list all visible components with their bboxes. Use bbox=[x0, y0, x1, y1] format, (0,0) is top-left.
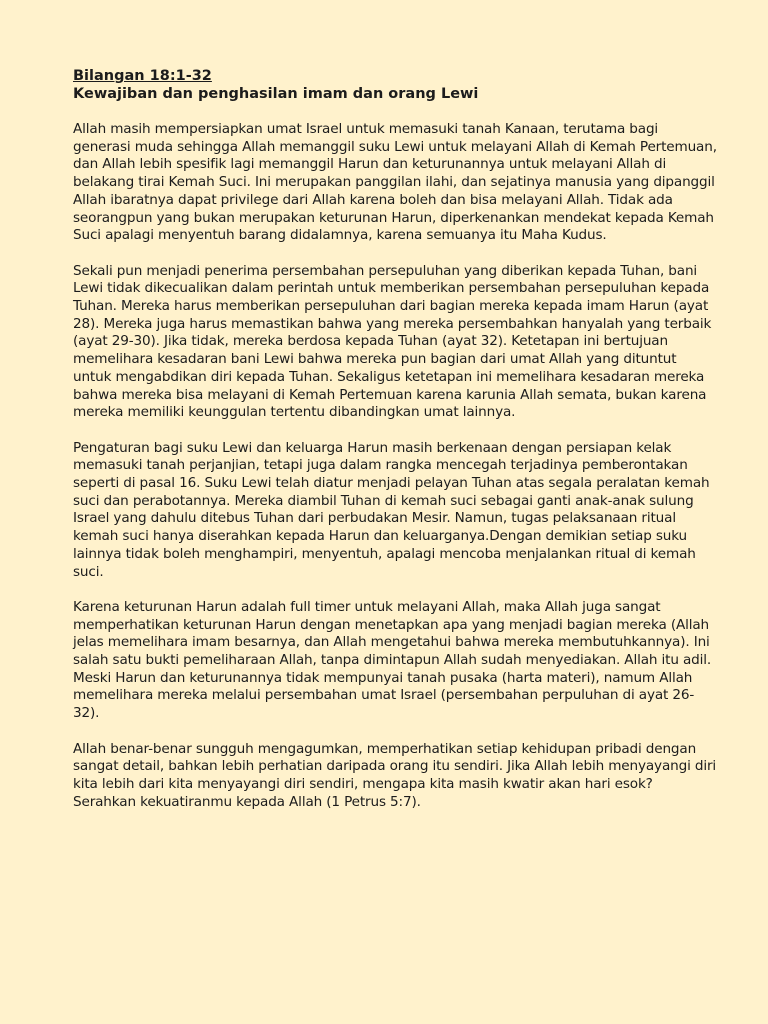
document-subtitle: Kewajiban dan penghasilan imam dan orang Lewi bbox=[73, 86, 479, 102]
paragraph-1: Allah masih mempersiapkan umat Israel untuk memasuki tanah Kanaan, terutama bagi generasi muda sehingga Allah memanggil suku Lewi untuk melayani Allah di Kemah Pertemuan, dan Allah lebih spesifik lagi memanggil Harun dan keturunannya untuk melayani Allah di belakang tirai Kemah Suci. Ini merupakan panggilan ilahi, dan sejatinya manusia yang dipanggil Allah ibaratnya dapat privilege dari Allah karena boleh dan bisa melayani Allah. Tidak ada seorangpun yang bukan merupakan keturunan Harun, diperkenankan mendekat kepada Kemah Suci apalagi menyentuh barang didalamnya, karena semuanya itu Maha Kudus. bbox=[73, 121, 717, 244]
paragraph-3: Pengaturan bagi suku Lewi dan keluarga Harun masih berkenaan dengan persiapan kelak memasuki tanah perjanjian, tetapi juga dalam rangka mencegah terjadinya pemberontakan seperti di pasal 16. Suku Lewi telah diatur menjadi pelayan Tuhan atas segala peralatan kemah suci dan perabotannya. Mereka diambil Tuhan di kemah suci sebagai ganti anak-anak sulung Israel yang dahulu ditebus Tuhan dari perbudakan Mesir. Namun, tugas pelaksanaan ritual kemah suci hanya diserahkan kepada Harun dan keluarganya.Dengan demikian setiap suku lainnya tidak boleh menghampiri, menyentuh, apalagi mencoba menjalankan ritual di kemah suci. bbox=[73, 439, 710, 580]
paragraph-4: Karena keturunan Harun adalah full timer untuk melayani Allah, maka Allah juga sangat memperhatikan keturunan Harun dengan menetapkan apa yang menjadi bagian mereka (Allah jelas memelihara imam besarnya, dan Allah mengetahui bahwa mereka membutuhkannya). Ini salah satu bukti pemeliharaan Allah, tanpa dimintapun Allah sudah menyediakan. Allah itu adil. Meski Harun dan keturunannya tidak mempunyai tanah pusaka (harta materi), namum Allah memelihara mereka melalui persembahan umat Israel (persembahan perpuluhan di ayat 26-32). bbox=[73, 598, 712, 722]
paragraph-2: Sekali pun menjadi penerima persembahan persepuluhan yang diberikan kepada Tuhan, bani Lewi tidak dikecualikan dalam perintah untuk memberikan persembahan persepuluhan kepada Tuhan. Mereka harus memberikan persepuluhan dari bagian mereka kepada imam Harun (ayat 28). Mereka juga harus memastikan bahwa yang mereka persembahkan hanyalah yang terbaik (ayat 29-30). Jika tidak, mereka berdosa kepada Tuhan (ayat 32). Ketetapan ini bertujuan memelihara kesadaran bani Lewi bahwa mereka pun bagian dari umat Allah yang dituntut untuk mengabdikan diri kepada Tuhan. Sekaligus ketetapan ini memelihara kesadaran mereka bahwa mereka bisa melayani di Kemah Pertemuan karena karunia Allah semata, bukan karena mereka memiliki keunggulan tertentu dibandingkan umat lainnya. bbox=[73, 262, 712, 421]
paragraph-5: Allah benar-benar sungguh mengagumkan, memperhatikan setiap kehidupan pribadi dengan sangat detail, bahkan lebih perhatian daripada orang itu sendiri. Jika Allah lebih menyayangi diri kita lebih dari kita menyayangi diri sendiri, mengapa kita masih kwatir akan hari esok? Serahkan kekuatiranmu kepada Allah (1 Petrus 5:7). bbox=[73, 740, 717, 810]
document-title: Bilangan 18:1-32 bbox=[73, 68, 212, 84]
